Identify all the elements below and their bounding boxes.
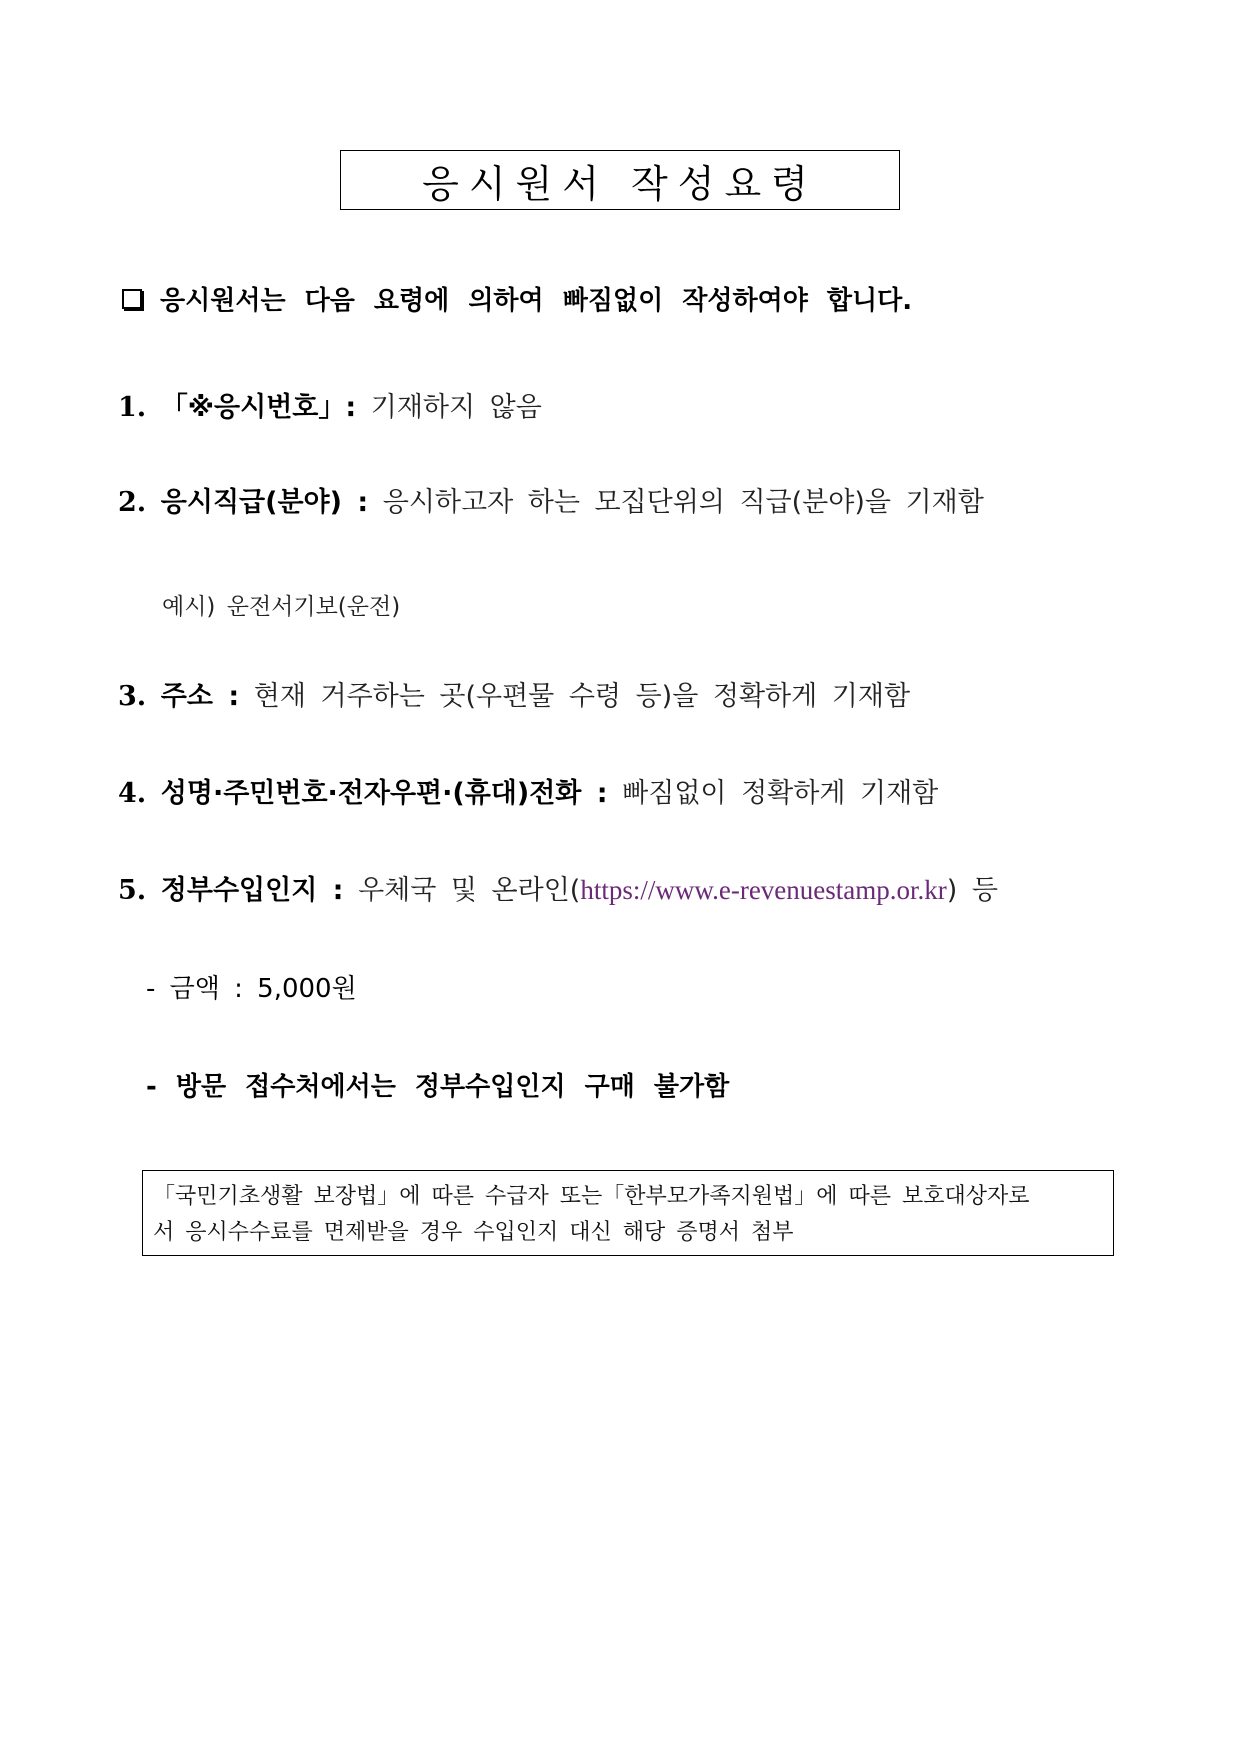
warning-text: - 방문 접수처에서는 정부수입인지 구매 불가함 — [146, 1072, 730, 1102]
item-5-label: 정부수입인지 : — [160, 875, 344, 906]
intro-text: 응시원서는 다음 요령에 의하여 빠짐없이 작성하여야 합니다. — [160, 286, 913, 316]
intro-line — [120, 280, 912, 317]
item-3-number: 3. — [118, 681, 147, 712]
item-2-label: 응시직급(분야) : — [160, 487, 369, 518]
item-1-desc: 기재하지 않음 — [356, 392, 542, 423]
item-4 — [118, 771, 938, 810]
item-4-label: 성명·주민번호·전자우편·(휴대)전화 : — [160, 778, 608, 809]
item-1 — [118, 385, 542, 424]
exemption-note-box — [142, 1170, 1114, 1256]
note-line-2: 서 응시수수료를 면제받을 경우 수입인지 대신 해당 증명서 첨부 — [153, 1220, 794, 1245]
item-3-label: 주소 : — [160, 681, 240, 712]
item-1-number: 1. — [118, 392, 147, 423]
revenue-stamp-link[interactable]: https://www.e-revenuestamp.or.kr — [580, 875, 947, 905]
item-2-desc: 응시하고자 하는 모집단위의 직급(분야)을 기재함 — [368, 487, 984, 518]
item-5 — [118, 868, 998, 907]
item-3 — [118, 674, 910, 713]
example-text: 예시) 운전서기보(운전) — [162, 594, 401, 620]
item-2 — [118, 480, 984, 519]
item-5-desc-after: ) 등 — [946, 875, 998, 906]
item-5-number: 5. — [118, 875, 147, 906]
document-title: 응시원서 작성요령 — [340, 150, 900, 210]
note-line-1: 「국민기초생활 보장법」에 따른 수급자 또는「한부모가족지원법」에 따른 보호대상자로 — [153, 1184, 1030, 1209]
item-2-number: 2. — [118, 487, 147, 518]
checkbox-bullet-icon — [122, 289, 142, 309]
item-5-desc-before: 우체국 및 온라인( — [343, 875, 581, 906]
item-4-number: 4. — [118, 778, 147, 809]
item-4-desc: 빠짐없이 정확하게 기재함 — [607, 778, 939, 809]
item-3-desc: 현재 거주하는 곳(우편물 수령 등)을 정확하게 기재함 — [239, 681, 911, 712]
fee-text: - 금액 : 5,000원 — [146, 974, 357, 1004]
item-1-label: 「※응시번호」: — [160, 392, 357, 423]
